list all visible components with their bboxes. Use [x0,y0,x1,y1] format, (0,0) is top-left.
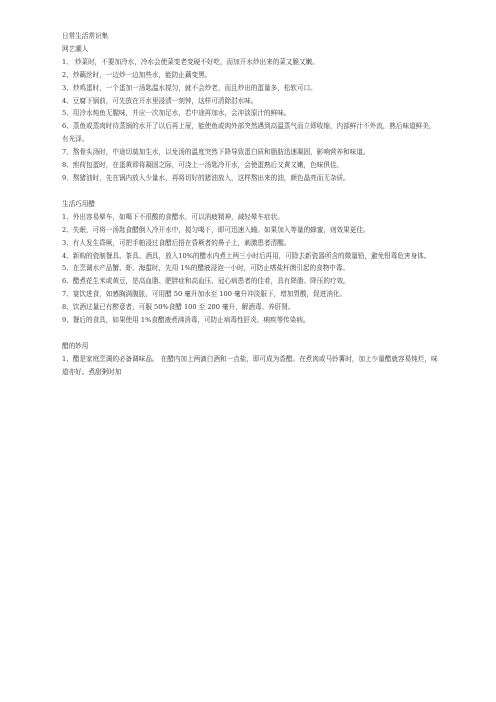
section-spacer [62,327,440,340]
list-item: 2、失眠，可将一汤匙食醋倒入冷开水中，搅匀喝下，即可迅速入睡。如果加入等量的蜂蜜，则效果更佳。 [62,225,370,234]
section-cooking-tips [62,56,440,185]
list-item: 6、蒸鱼或蒸肉时待蒸锅的水开了以后再上屉，能使鱼或肉外部突然遇到高温蒸气而立即收缩，内部鲜汁不外流，熟后味道鲜美，有光泽。 [62,122,436,144]
list-item: 4、豆腐下锅前，可先放在开水里浸渍一刻钟，这样可清除泔水味。 [62,96,258,105]
list-item: 1、外出容易晕车，如喝下不很酸的食醋水，可以消疲精神，减轻晕车症状。 [62,212,284,221]
list-item: 6、醋煮花生米或黄豆，是高血脂、肥胖症和高血压、冠心病患者的佳肴，具有降脂、降压的疗效。 [62,277,350,286]
list-item: 3、有人发生昏厥，可把手帕浸过食醋后捂在昏厥者的鼻子上，刺激患者清醒。 [62,238,291,247]
list-item: 3、炒鸡蛋时，一个蛋加一汤匙温水搅匀，就不会炒老，而且炒出的蛋量多，松软可口。 [62,83,317,92]
list-item: 8、煎荷包蛋时，在蛋黄即将凝固之际，可浇上一汤匙冷开水，会使蛋熟后又黄又嫩，色味俱佳。 [62,161,344,170]
document-title: 日常生活常识集 [62,32,109,40]
list-item: 1、 炒菜时，不要加冷水，冷水会使菜变老变硬不好吃，而加开水炒出来的菜又脆又嫩。 [62,57,319,66]
list-item: 8、饮酒过量已有醉意者，可服 50%食醋 100 至 200 毫升，解酒毒、养肝肾。 [62,303,295,312]
document-subtitle: 网艺潮人 [62,44,89,53]
list-item: 2、炒藕丝时，一边炒一边加些水，能防止藕变黑。 [62,70,212,79]
list-item: 1、醋是家庭烹调的必备调味品。 在醋内加上两滴白酒和一点盐，即可成为香醋。在煮肉或马铃薯时，加上少量醋就容易炖烂，味道亦好。煮甜粥时加 [62,354,438,376]
list-item: 5、在烹调水产品蟹、虾、海蜇时，先用 1%的醋液浸泡一小时，可防止嗜盐杆菌引起的食物中毒。 [62,264,350,273]
list-item: 7、宴饮进食，如感胸满腹胀，可用醋 50 毫升加水至 100 毫升冲淡服下，增加胃酸，促进消化。 [62,290,347,299]
list-item: 9、餐后的食具，如果使用 1%食醋液煮沸消毒，可防止病毒性肝炎、痢疾等传染病。 [62,316,310,325]
list-item: 7、熬骨头汤时，中途切莫加生水，以免汤的温度突然下降导致蛋白质和脂肪迅速凝固，影响营养和味道。 [62,148,370,157]
section-spacer [62,185,440,198]
document-page [62,30,440,379]
section-vinegar-tricks [62,340,440,379]
section-heading: 生活巧用醋 [62,199,95,208]
section-vinegar-uses [62,198,440,327]
list-item: 4、新购的瓷制餐具、茶具、酒具，放入10%的醋水内煮上两三小时后再用，可除去新瓷器所含的微量铅，避免铅毒危害身体。 [62,251,431,260]
list-item: 9、熬猪油时，先在锅内放入少量水，再将切好的猪油放入，这样熬出来的油，颜色晶亮而无杂质。 [62,173,350,182]
section-heading: 醋的妙用 [62,341,89,350]
list-item: 5、用冷水炖鱼无腥味，并应一次加足水，若中途再加水，会冲淡原汁的鲜味。 [62,109,291,118]
